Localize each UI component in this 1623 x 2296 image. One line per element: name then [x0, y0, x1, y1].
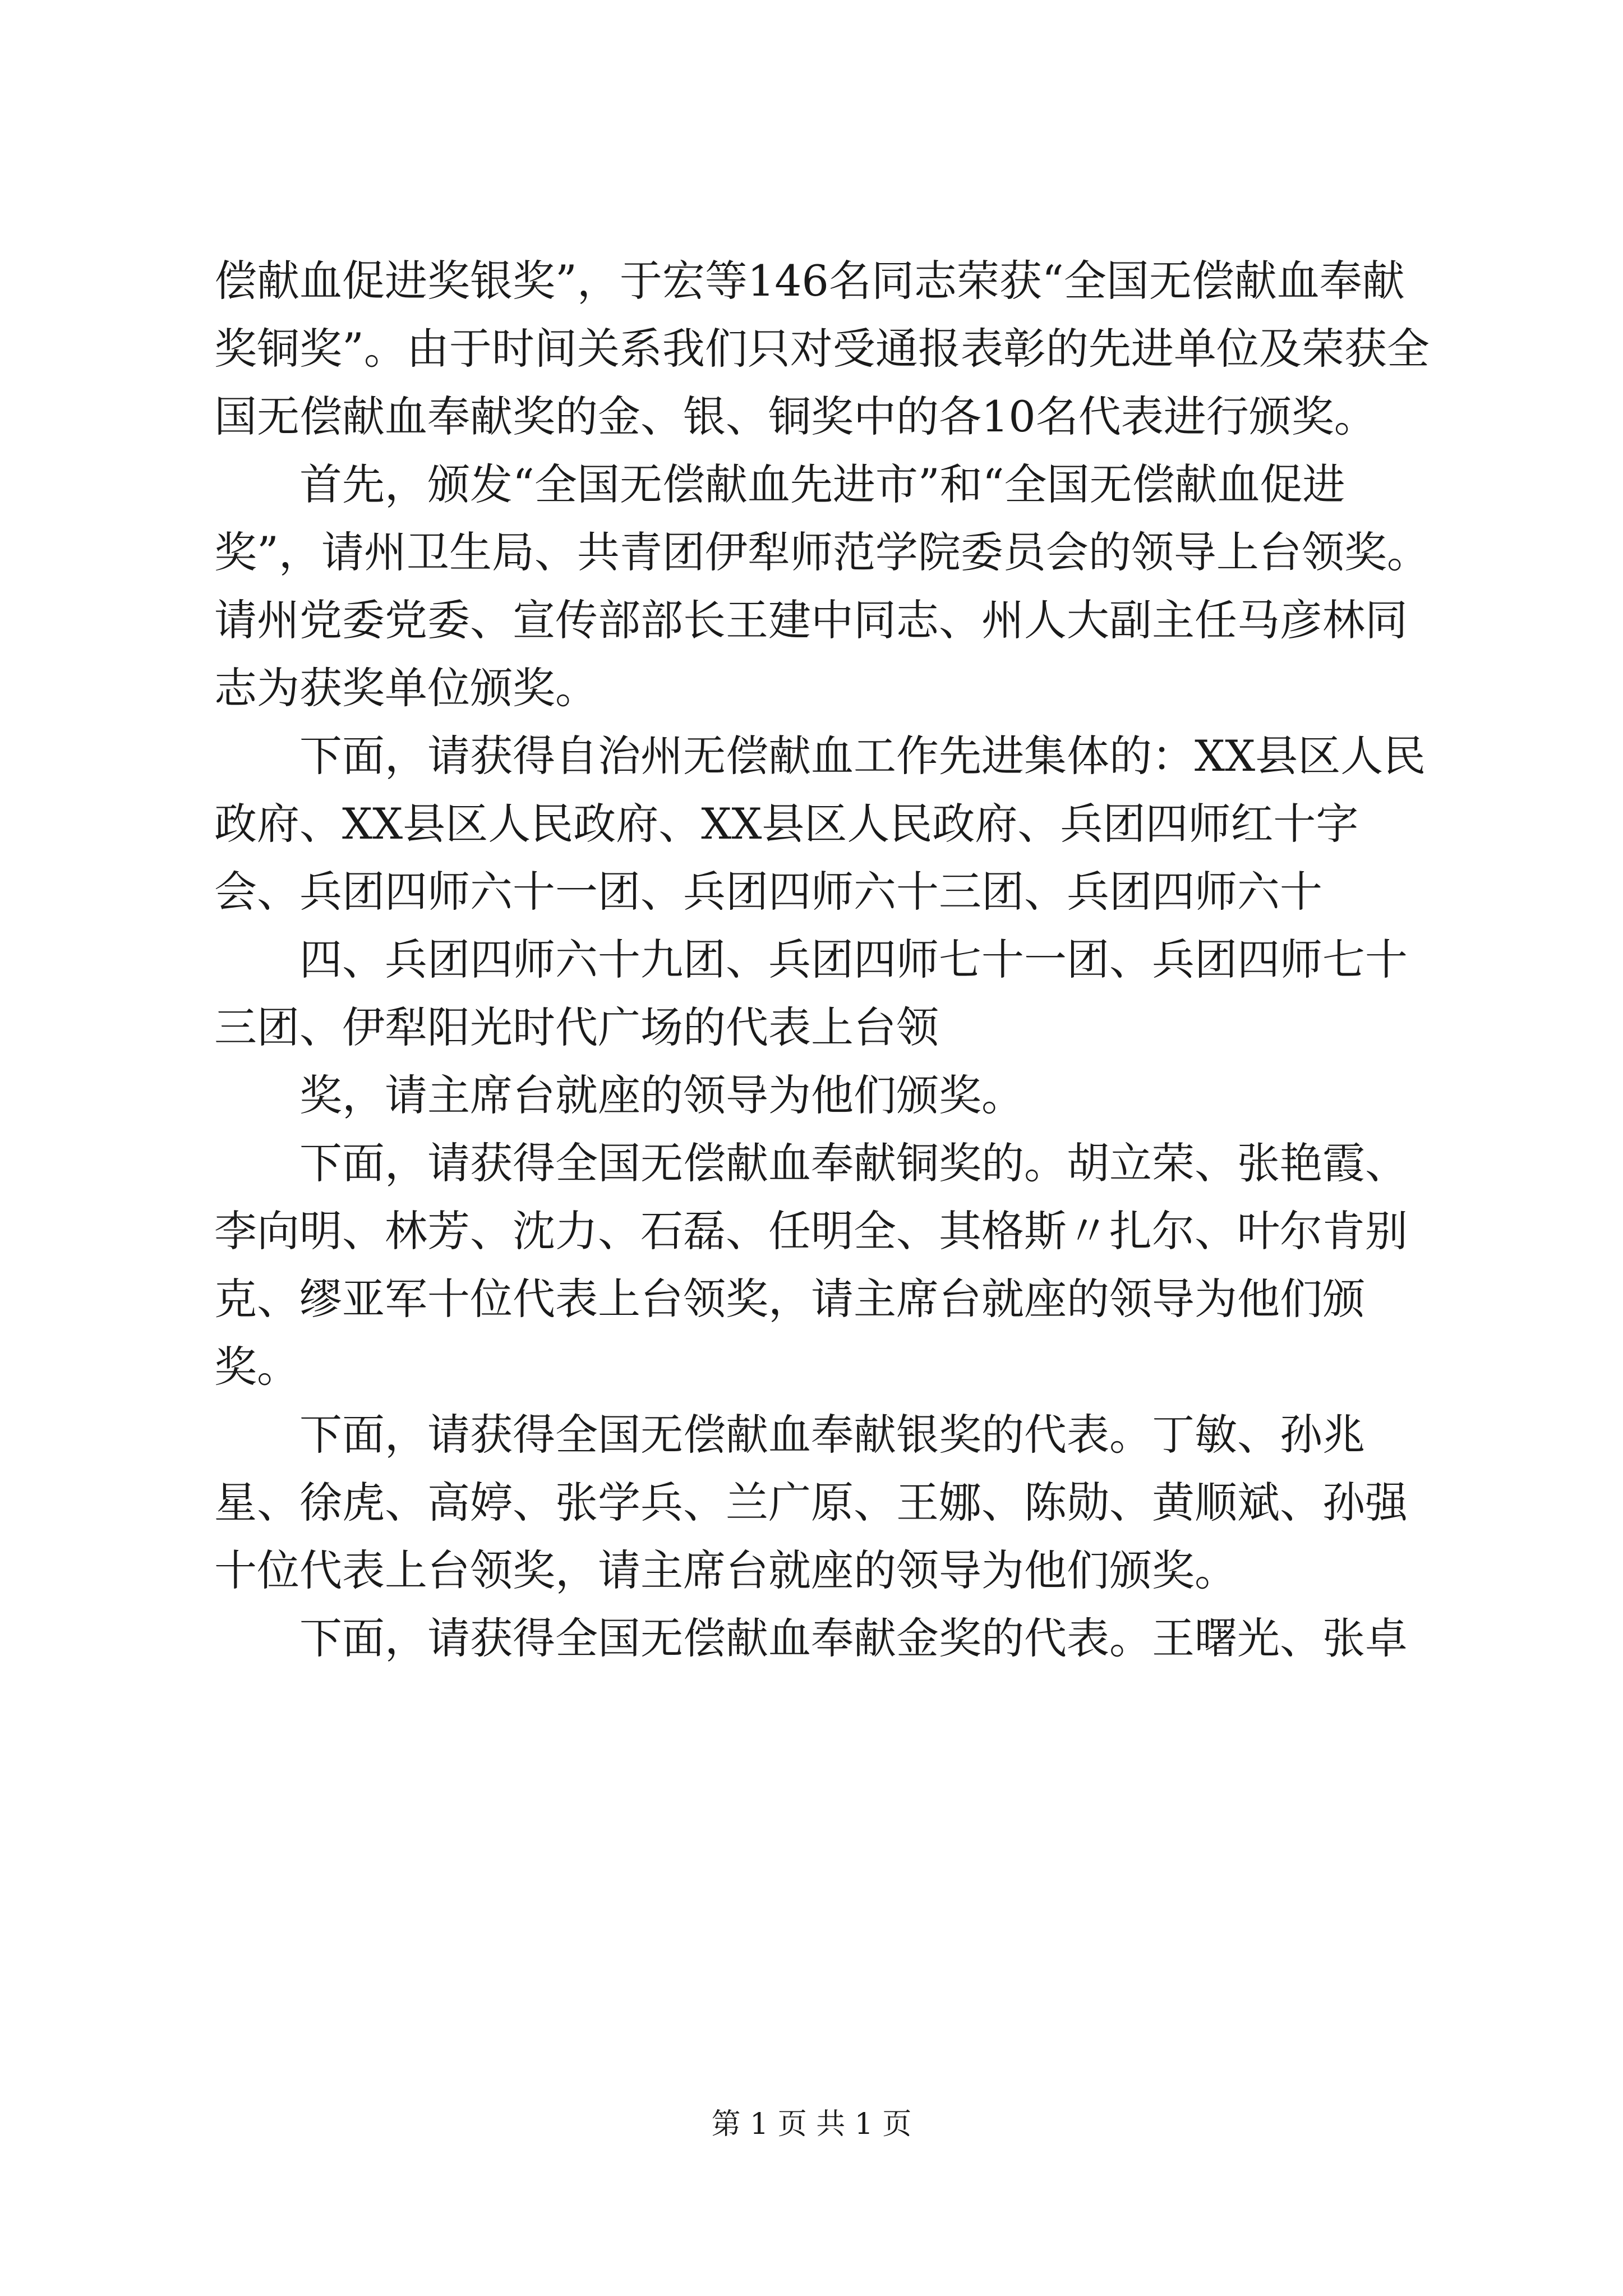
paragraph: 下面，请获得全国无偿献血奉献铜奖的。胡立荣、张艳霞、李向明、林芳、沈力、石磊、任明全、其格斯〃扎尔、叶尔肯别克、缪亚军十位代表上台领奖，请主席台就座的领导为他们颁奖。: [214, 1138, 1408, 1392]
paragraph: 下面，请获得全国无偿献血奉献金奖的代表。王曙光、张卓: [299, 1613, 1408, 1663]
paragraph: 四、兵团四师六十九团、兵团四师七十一团、兵团四师七十三团、伊犁阳光时代广场的代表上台领: [214, 935, 1408, 1052]
document-body: [214, 247, 1431, 1672]
page-number-footer: 第 1 页 共 1 页: [711, 2108, 912, 2141]
paragraph: 下面，请获得全国无偿献血奉献银奖的代表。丁敏、孙兆星、徐虎、高婷、张学兵、兰广原、王娜、陈勋、黄顺斌、孙强十位代表上台领奖，请主席台就座的领导为他们颁奖。: [214, 1410, 1408, 1595]
paragraph: 首先，颁发“全国无偿献血先进市”和“全国无偿献血促进奖”，请州卫生局、共青团伊犁师范学院委员会的领导上台领奖。请州党委党委、宣传部部长王建中同志、州人大副主任马彦林同志为获奖单位颁奖。: [214, 459, 1430, 713]
paragraph: 奖，请主席台就座的领导为他们颁奖。: [299, 1070, 1024, 1120]
paragraph: 下面，请获得自治州无偿献血工作先进集体的：XX县区人民政府、XX县区人民政府、XX县区人民政府、兵团四师红十字会、兵团四师六十一团、兵团四师六十三团、兵团四师六十: [214, 731, 1426, 917]
paragraph: 偿献血促进奖银奖”，于宏等146名同志荣获“全国无偿献血奉献奖铜奖”。由于时间关系我们只对受通报表彰的先进单位及荣获全国无偿献血奉献奖的金、银、铜奖中的各10名代表进行颁奖。: [214, 256, 1430, 441]
